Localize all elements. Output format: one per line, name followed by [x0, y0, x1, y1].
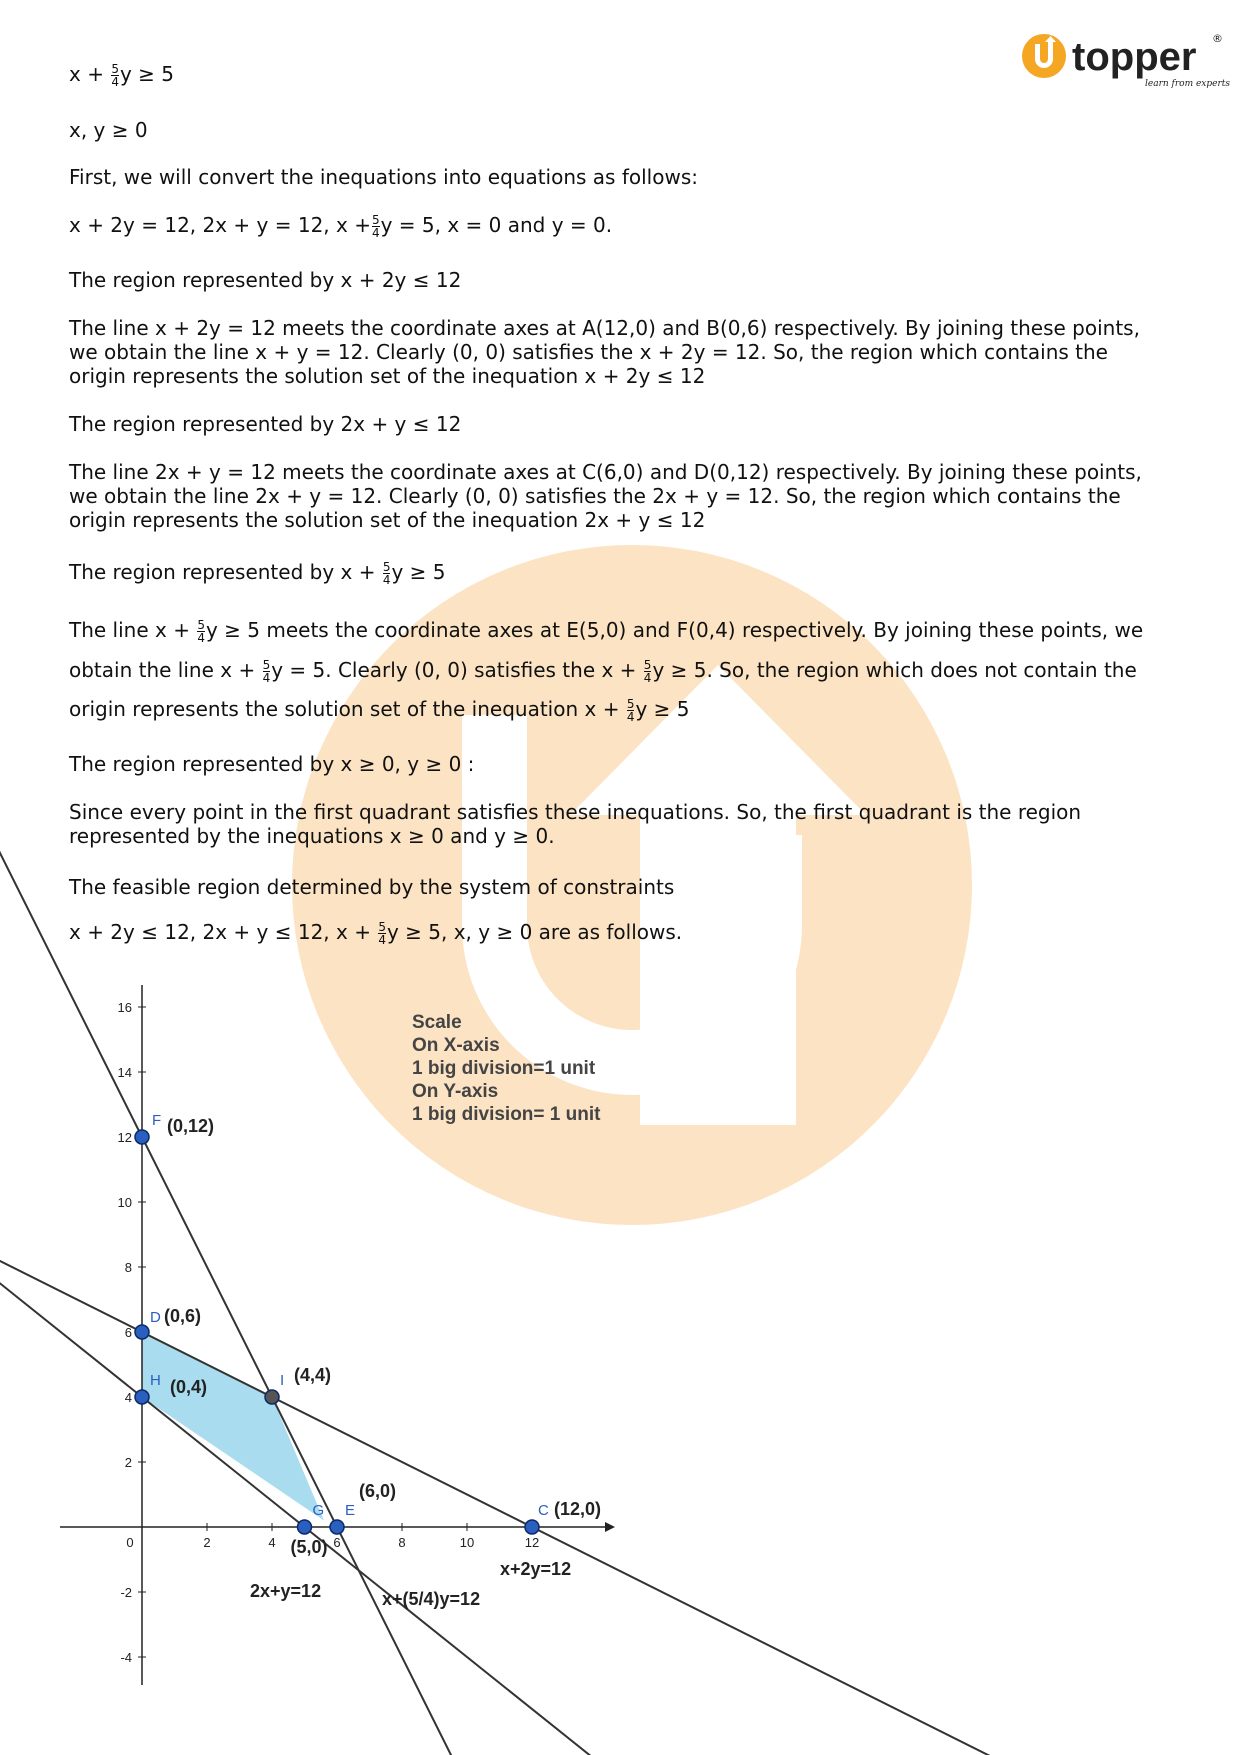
paragraph-3-line-3: origin represents the solution set of the inequation x + $\frac{5}{4}$ y ≥ 5	[69, 697, 690, 724]
y-tick-label: 10	[117, 1195, 132, 1210]
y-tick-label: 6	[124, 1325, 132, 1340]
region-heading-3: The region represented by x + $\frac{5}{4}$ y ≥ 5	[69, 560, 446, 587]
x-tick-label: 4	[268, 1535, 276, 1550]
point-label-d: (0,6)	[164, 1306, 202, 1326]
point-g	[298, 1520, 312, 1534]
paragraph-3-line-2: obtain the line x + $\frac{5}{4}$ y = 5. Clearly (0, 0) satisfies the x + $\frac{5}{4}$ y ≥ 5. So, the region which does not contain the	[69, 658, 1137, 685]
y-tick-label: 2	[124, 1455, 132, 1470]
feasible-region	[142, 1332, 324, 1521]
y-tick-label: 8	[124, 1260, 132, 1275]
equations-line: x + 2y = 12, 2x + y = 12, x + $\frac{5}{4}$ y = 5, x = 0 and y = 0.	[69, 213, 613, 240]
label-x-plus-2y-12: x+2y=12	[500, 1559, 572, 1579]
svg-text:®: ®	[1212, 32, 1223, 45]
feasible-intro: The feasible region determined by the system of constraints	[69, 875, 675, 899]
point-letter-e: E	[345, 1502, 356, 1519]
paragraph-1: The line x + 2y = 12 meets the coordinate axes at A(12,0) and B(0,6) respectively. By joining these points, we obtain the line x + y = 12. Clearly (0, 0) satisfies the x + 2y = 12. So, the region which contains the origin represents the solution set of the inequation x + 2y ≤ 12	[69, 316, 1140, 388]
point-label-f: (0,12)	[167, 1116, 215, 1136]
y-tick-label: 16	[117, 1000, 132, 1015]
paragraph-2: The line 2x + y = 12 meets the coordinate axes at C(6,0) and D(0,12) respectively. By joining these points, we obtain the line 2x + y = 12. Clearly (0, 0) satisfies the 2x + y = 12. So, the region which contains the origin represents the solution set of the inequation 2x + y ≤ 12	[69, 460, 1142, 532]
point-f	[135, 1130, 149, 1144]
x-tick-label: 8	[398, 1535, 406, 1550]
line-x-plus-2y-12	[0, 942, 1240, 1755]
point-letter-f: F	[152, 1112, 162, 1129]
topper-logo	[1020, 28, 1231, 98]
point-letter-h: H	[150, 1372, 161, 1389]
scale-text-4: 1 big division= 1 unit	[412, 1104, 601, 1125]
point-label-h: (0,4)	[170, 1377, 208, 1397]
point-e	[330, 1520, 344, 1534]
scale-text-2: 1 big division=1 unit	[412, 1058, 596, 1079]
region-heading-1: The region represented by x + 2y ≤ 12	[69, 268, 462, 292]
point-c	[525, 1520, 539, 1534]
point-i	[265, 1390, 279, 1404]
x-tick-label: 2	[203, 1535, 211, 1550]
line-x-plus-5-4-y-5	[0, 1137, 630, 1755]
point-letter-i: I	[280, 1372, 285, 1389]
scale-text-0: Scale	[412, 1012, 462, 1033]
point-letter-g: G	[312, 1502, 325, 1519]
y-tick-label: 14	[117, 1065, 132, 1080]
intro-sentence: First, we will convert the inequations into equations as follows:	[69, 165, 698, 189]
point-label-c: (12,0)	[554, 1499, 602, 1519]
region-heading-2: The region represented by 2x + y ≤ 12	[69, 412, 462, 436]
x-tick-label: 6	[333, 1535, 341, 1550]
brand-tagline: learn from experts	[1145, 79, 1231, 89]
inequation-line-2: x, y ≥ 0	[69, 118, 148, 142]
x-tick-label: 10	[459, 1535, 475, 1550]
x-axis-arrow	[605, 1522, 615, 1532]
scale-text-1: On X-axis	[412, 1035, 500, 1056]
paragraph-3-line-1: The line x + $\frac{5}{4}$ y ≥ 5 meets the coordinate axes at E(5,0) and F(0,4) respectively. By joining these points, we	[69, 618, 1144, 645]
point-letter-c: C	[538, 1502, 549, 1519]
x-tick-label: 0	[126, 1535, 134, 1550]
region-heading-4: The region represented by x ≥ 0, y ≥ 0 :	[69, 752, 475, 776]
scale-text-3: On Y-axis	[412, 1081, 499, 1102]
label-x-plus-5-4-y-12: x+(5/4)y=12	[382, 1589, 481, 1609]
paragraph-4: Since every point in the first quadrant satisfies these inequations. So, the first quadrant is the region represented by the inequations x ≥ 0 and y ≥ 0.	[69, 800, 1082, 848]
y-tick-label: 12	[117, 1130, 132, 1145]
y-tick-label: -2	[120, 1585, 132, 1600]
logo-mark-icon	[1022, 34, 1066, 78]
label-2x-plus-y-12: 2x+y=12	[250, 1581, 322, 1601]
point-letter-d: D	[150, 1309, 161, 1326]
constraints-line: x + 2y ≤ 12, 2x + y ≤ 12, x + $\frac{5}{4}$ y ≥ 5, x, y ≥ 0 are as follows.	[69, 920, 683, 947]
x-tick-label: 12	[524, 1535, 540, 1550]
point-label-e: (6,0)	[359, 1481, 397, 1501]
point-h	[135, 1390, 149, 1404]
inequation-line-1: x + $\frac{5}{4}$ y ≥ 5	[69, 62, 174, 89]
y-tick-label: -4	[120, 1650, 132, 1665]
brand-name: topper	[1072, 35, 1197, 79]
feasible-region-graph	[60, 975, 700, 1690]
point-d	[135, 1325, 149, 1339]
y-tick-label: 4	[124, 1390, 132, 1405]
point-label-i: (4,4)	[294, 1365, 332, 1385]
point-label-g: (5,0)	[290, 1537, 328, 1557]
